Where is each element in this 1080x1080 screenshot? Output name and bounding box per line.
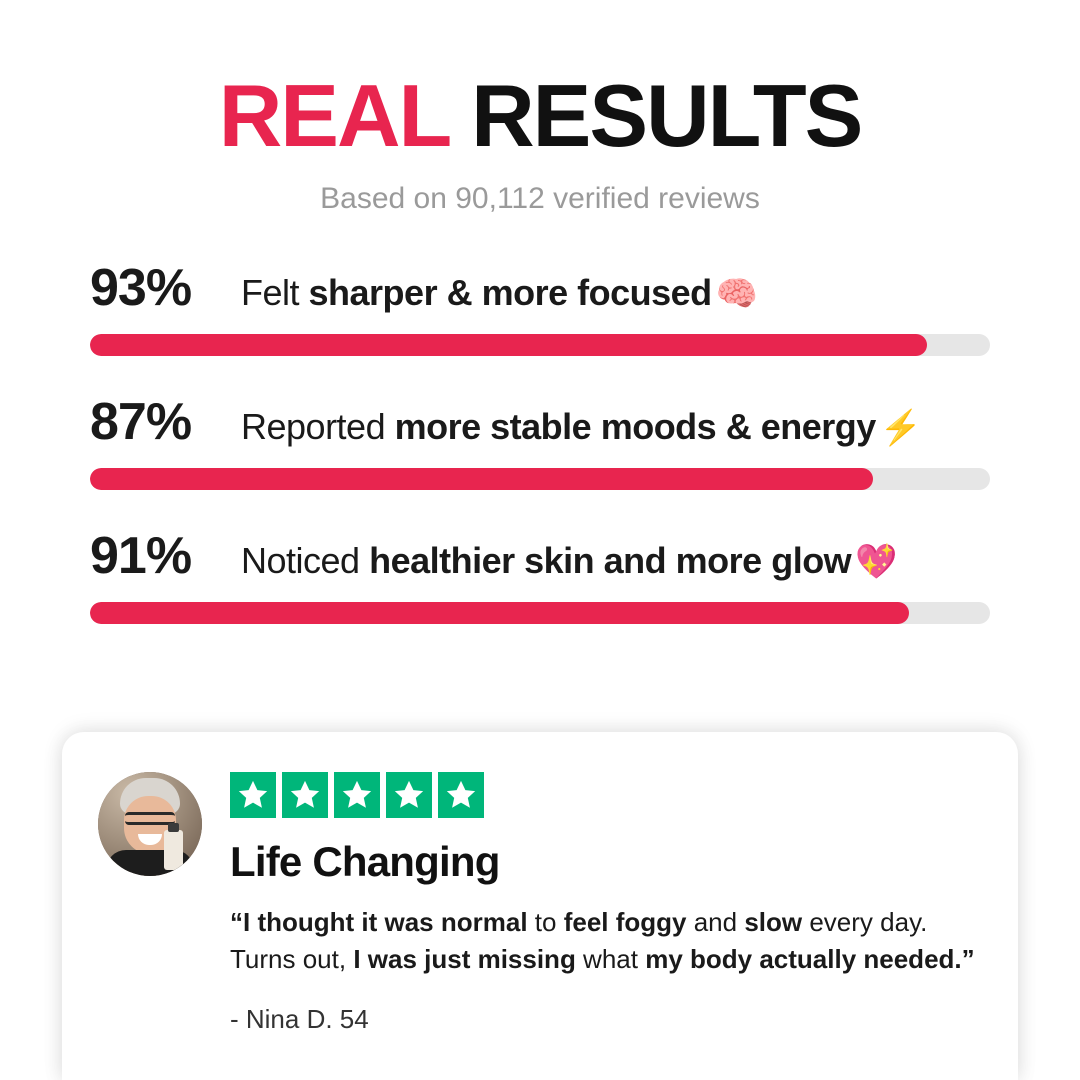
stat-row: [90, 392, 990, 490]
stat-text-emphasis: more stable moods & energy: [394, 406, 876, 447]
review-line2-c: what: [575, 943, 646, 974]
stat-text: [241, 272, 757, 314]
stat-label-line: [90, 526, 990, 586]
star-icon: [386, 772, 432, 818]
review-author: - Nina D. 54: [230, 1003, 369, 1034]
stat-label-line: [90, 392, 990, 452]
stat-label-line: [90, 258, 990, 318]
stat-percent: 93%: [90, 259, 192, 317]
brain-icon: 🧠: [715, 275, 758, 313]
review-header: [98, 772, 982, 1035]
stat-text-lead: Noticed: [241, 540, 370, 581]
title-accent: REAL: [218, 66, 449, 165]
star-rating: [230, 772, 982, 818]
review-line2-a: Turns out,: [230, 943, 354, 974]
review-line1-e: slow: [744, 907, 803, 937]
stat-text: [241, 406, 922, 448]
stat-percent: 91%: [90, 527, 192, 585]
progress-bar-track: [90, 468, 990, 490]
progress-bar-track: [90, 334, 990, 356]
review-line2-d: my body actually needed.”: [645, 943, 975, 974]
stats-list: [0, 258, 1080, 624]
review-line2-b: I was just missing: [353, 943, 576, 974]
star-icon: [230, 772, 276, 818]
subtitle: Based on 90,112 verified reviews: [320, 182, 760, 215]
progress-bar-track: [90, 602, 990, 624]
review-line1-b: to: [527, 907, 564, 937]
review-line1-d: and: [686, 907, 745, 937]
header: [0, 0, 1080, 216]
progress-bar-fill: [90, 468, 873, 490]
stat-text: [241, 540, 897, 582]
stat-text-lead: Reported: [241, 406, 395, 447]
star-icon: [438, 772, 484, 818]
progress-bar-fill: [90, 334, 927, 356]
stat-row: [90, 526, 990, 624]
review-body: [230, 904, 982, 978]
progress-bar-fill: [90, 602, 909, 624]
avatar: [98, 772, 202, 876]
star-icon: [334, 772, 380, 818]
title-rest: RESULTS: [448, 66, 862, 165]
stat-text-lead: Felt: [241, 272, 309, 313]
sparkling-heart-icon: 💖: [855, 543, 898, 581]
review-line1-f: every day.: [802, 907, 928, 937]
stat-text-emphasis: healthier skin and more glow: [369, 540, 852, 581]
stat-text-emphasis: sharper & more focused: [308, 272, 712, 313]
review-card: [62, 732, 1018, 1080]
stat-row: [90, 258, 990, 356]
review-line1-c: feel foggy: [563, 907, 687, 937]
review-line1-a: “I thought it was normal: [230, 907, 528, 937]
lightning-bolt-icon: ⚡: [879, 409, 922, 447]
review-content: [230, 772, 982, 1035]
star-icon: [282, 772, 328, 818]
page-title: [0, 66, 1080, 165]
stat-percent: 87%: [90, 393, 192, 451]
review-title: Life Changing: [230, 838, 500, 885]
